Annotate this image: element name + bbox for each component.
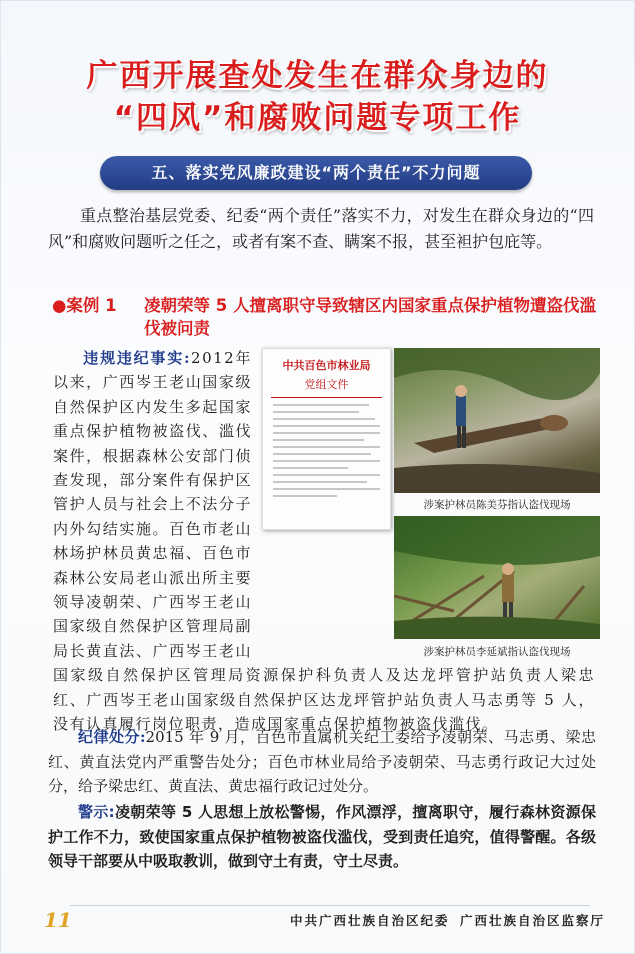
photo-caption-2: 涉案护林员李延斌指认盗伐现场 <box>423 646 571 658</box>
page-title-line1: 广西开展查处发生在群众身边的 <box>86 58 549 94</box>
footer-org-1: 中共广西壮族自治区纪委 <box>290 913 450 928</box>
document-type: 党组文件 <box>304 378 349 391</box>
warning-lead: 警示: <box>78 803 115 821</box>
bullet-icon: ● <box>52 296 67 315</box>
case-label: 案例 1 <box>66 296 117 315</box>
document-body-lines <box>273 404 380 497</box>
discipline-paragraph <box>48 725 596 799</box>
document-redline <box>271 397 382 398</box>
page-title-line2: “四风”和腐败问题专项工作 <box>113 100 522 136</box>
page-number: 11 <box>44 908 72 932</box>
footer-org-2: 广西壮族自治区监察厅 <box>460 913 606 928</box>
facts-lead: 违规违纪事实: <box>83 349 192 367</box>
case-title: 凌朝荣等 5 人擅离职守导致辖区内国家重点保护植物遭盗伐滥伐被问责 <box>144 296 596 338</box>
warning-text: 凌朝荣等 5 人思想上放松警惕，作风漂浮，擅离职守，履行森林资源保护工作不力，致使国家重点保护植物被盗伐滥伐，受到责任追究，值得警醒。各级领导干部要从中吸取教训，做到守土有责，守土尽责。 <box>48 803 596 870</box>
case-heading <box>52 294 596 338</box>
facts-text: 2012年以来，广西岑王老山国家级自然保护区内发生多起国家重点保护植物被盗伐、滥伐案件，根据森林公安部门侦查发现，部分案件有保护区管护人员与社会上不法分子内外勾结实施。百色市老山林场护林员黄忠福、百色市森林公安局老山派出所主要领导凌朝荣、广西岑王老山国家级自然保护区管理局副局长黄直法、广西岑王老山国家级自然保护区管理局资源保护科负责人及达龙坪管护站负责人梁忠红、广西岑王老山国家级自然保护区达龙坪管护站负责人马志勇等 5 人，没有认真履行岗位职责，造成国家重点保护植物被盗伐滥伐。 <box>53 349 595 734</box>
footer-divider <box>70 905 590 906</box>
photo-caption-1: 涉案护林员陈美芬指认盗伐现场 <box>423 499 571 511</box>
intro-paragraph: 重点整治基层党委、纪委“两个责任”落实不力，对发生在群众身边的“四风”和腐败问题听之任之，或者有案不查、瞒案不报，甚至袒护包庇等。 <box>48 206 594 251</box>
discipline-lead: 纪律处分: <box>78 728 146 746</box>
photo-site-1 <box>394 348 600 493</box>
warning-paragraph <box>48 800 596 874</box>
section-heading: 五、落实党风廉政建设“两个责任”不力问题 <box>100 156 532 190</box>
document-org: 中共百色市林业局 <box>282 359 371 372</box>
photo-site-2 <box>394 516 600 639</box>
discipline-text: 2015 年 9 月，百色市直属机关纪工委给予凌朝荣、马志勇、梁忠红、黄直法党内严重警告处分；百色市林业局给予凌朝荣、马志勇行政记大过处分，给予梁忠红、黄直法、黄忠福行政记过处分。 <box>48 728 596 795</box>
document-image <box>262 348 391 530</box>
